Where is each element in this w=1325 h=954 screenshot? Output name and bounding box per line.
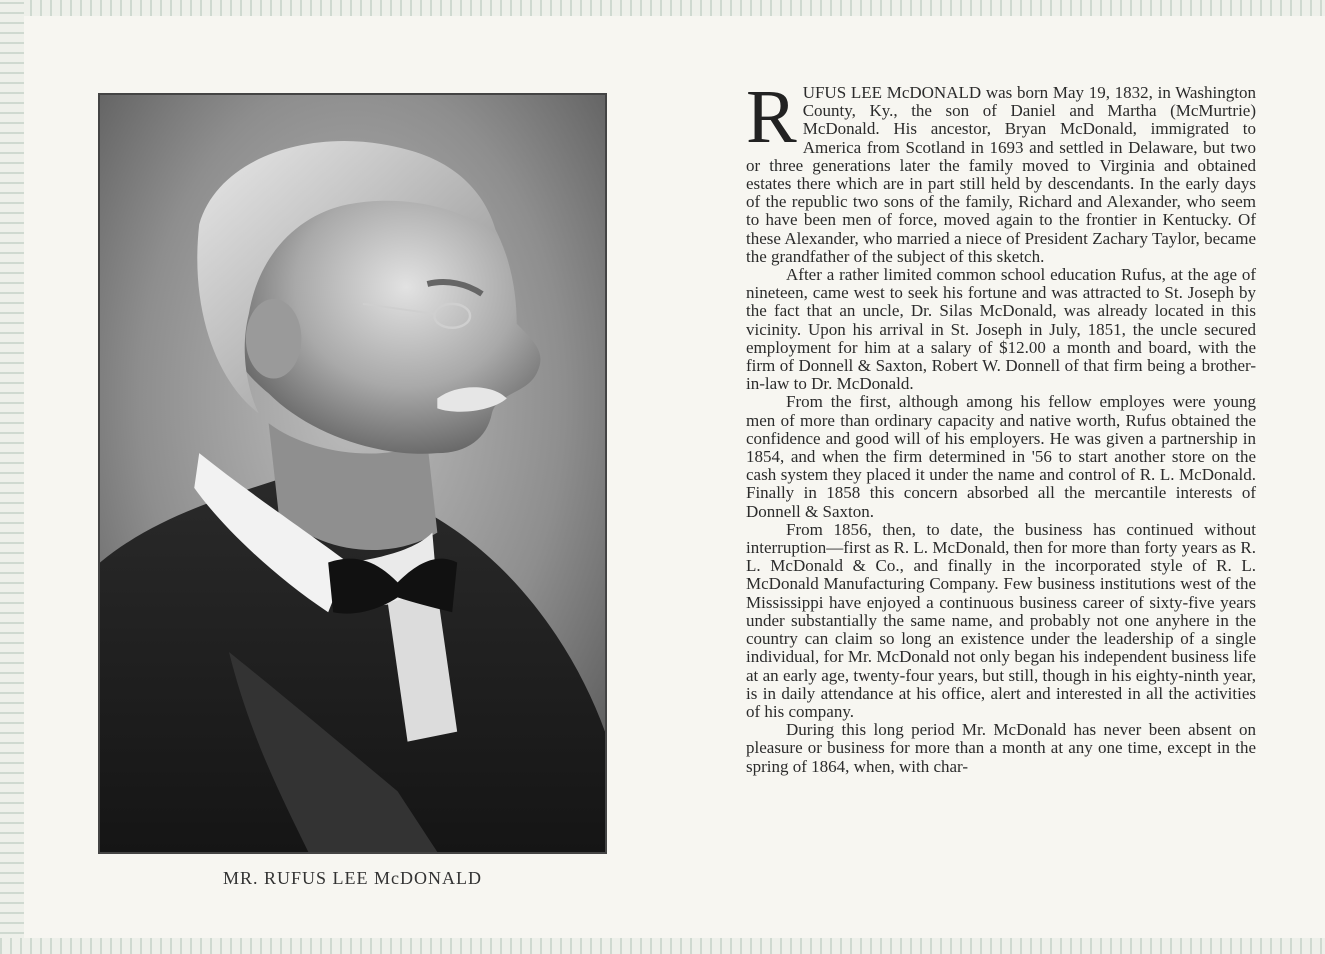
paragraph-4: From 1856, then, to date, the business has continued without interruption—first as R. L. McDonald, then for more than forty years as R. L. McDonald & Co., and finally in the incorporated style of R. L. McDonald Manufacturing Company. Few business institutions west of the Mississippi have enjoyed a continuous business career of sixty-five years under substantially the same name, and probably not one anyhere in the country can claim so long an existence under the leadership of a single individual, for Mr. McDonald not only began his independent business life at an early age, twenty-four years, but still, though in his eighty-ninth year, is in daily attendance at his office, alert and interested in all the activities of his company. xyxy=(746,519,1256,721)
portrait-image xyxy=(100,95,605,852)
biography-text xyxy=(746,75,1256,776)
paragraph-2: After a rather limited common school education Rufus, at the age of nineteen, came west to seek his fortune and was attracted to St. Joseph by the fact that an uncle, Dr. Silas McDonald, was already located in this vicinity. Upon his arrival in St. Joseph in July, 1851, the uncle secured employment for him at a salary of $12.00 a month and board, with the firm of Donnell & Saxton, Robert W. Donnell of that firm being a brother-in-law to Dr. McDonald. xyxy=(746,265,1256,394)
decorative-border-top xyxy=(0,0,1325,16)
decorative-border-left xyxy=(0,0,24,954)
paragraph-1-text: UFUS LEE McDONALD was born May 19, 1832, in Washington County, Ky., the son of Daniel and Martha (McMurtrie) McDonald. His ancestor, Bryan McDonald, immigrated to America from Scotland in 1693 and settled in Delaware, but two or three generations later the family moved to Virginia and obtained estates there which are in part still held by descendants. In the early days of the republic two sons of the family, Richard and Alexander, who seem to have been men of force, moved again to the frontier in Kentucky. Of these Alexander, who married a niece of President Zachary Taylor, became the grandfather of the subject of this sketch. xyxy=(746,83,1256,266)
paragraph-3: From the first, although among his fellow employes were young men of more than ordinary capacity and native worth, Rufus obtained the confidence and good will of his employers. He was given a partnership in 1854, and when the firm determined in '56 to start another store on the cash system they placed it under the name and control of R. L. McDonald. Finally in 1858 this concern absorbed all the mercantile interests of Donnell & Saxton. xyxy=(746,392,1256,521)
paragraph-5: During this long period Mr. McDonald has never been absent on pleasure or business for more than a month at any one time, except in the spring of 1864, when, with char- xyxy=(746,720,1256,776)
drop-cap: R xyxy=(746,75,797,159)
paragraph-1 xyxy=(746,75,1256,266)
decorative-border-bottom xyxy=(0,938,1325,954)
portrait-photo xyxy=(98,93,607,854)
portrait-caption: MR. RUFUS LEE McDONALD xyxy=(222,868,482,888)
